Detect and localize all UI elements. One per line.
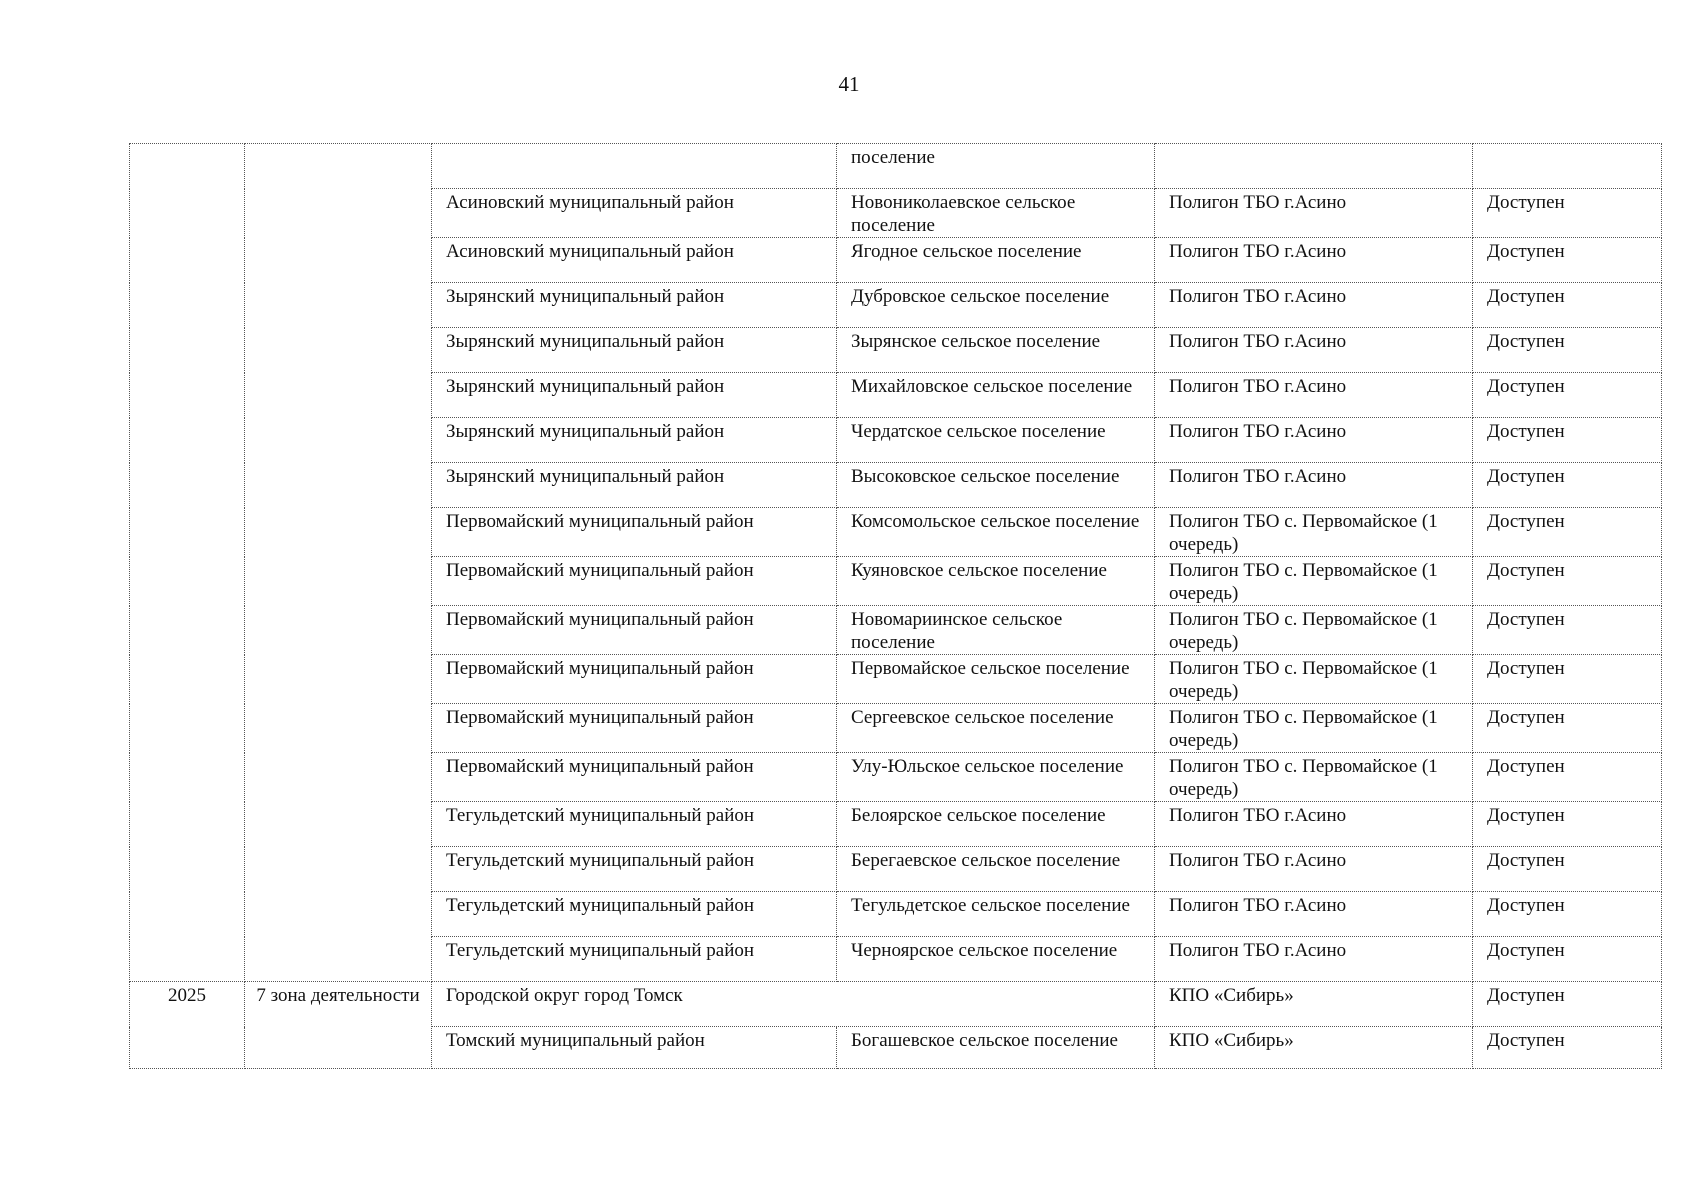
district-cell: Асиновский муниципальный район (432, 238, 837, 283)
settlement-cell: Богашевское сельское поселение (837, 1027, 1155, 1069)
settlement-cell: Белоярское сельское поселение (837, 802, 1155, 847)
district-cell: Зырянский муниципальный район (432, 418, 837, 463)
settlement-cell: Черноярское сельское поселение (837, 937, 1155, 982)
status-cell: Доступен (1473, 418, 1662, 463)
settlement-cell: Куяновское сельское поселение (837, 557, 1155, 606)
district-cell: Асиновский муниципальный район (432, 189, 837, 238)
zone-cell: 7 зона деятельности (245, 982, 432, 1069)
status-cell: Доступен (1473, 1027, 1662, 1069)
landfill-cell: Полигон ТБО г.Асино (1155, 937, 1473, 982)
status-cell: Доступен (1473, 328, 1662, 373)
settlement-cell: Дубровское сельское поселение (837, 283, 1155, 328)
district-cell: Первомайский муниципальный район (432, 655, 837, 704)
table-row (130, 144, 1662, 189)
status-cell: Доступен (1473, 373, 1662, 418)
landfill-cell: Полигон ТБО г.Асино (1155, 847, 1473, 892)
district-cell: Тегульдетский муниципальный район (432, 847, 837, 892)
landfill-cell: Полигон ТБО с. Первомайское (1 очередь) (1155, 606, 1473, 655)
status-cell: Доступен (1473, 508, 1662, 557)
landfill-assignment-table (129, 143, 1662, 1069)
landfill-cell (1155, 144, 1473, 189)
landfill-cell: Полигон ТБО с. Первомайское (1 очередь) (1155, 557, 1473, 606)
settlement-cell: поселение (837, 144, 1155, 189)
landfill-cell: Полигон ТБО г.Асино (1155, 802, 1473, 847)
zone-cell (245, 144, 432, 982)
district-cell: Зырянский муниципальный район (432, 373, 837, 418)
district-cell (432, 144, 837, 189)
landfill-cell: Полигон ТБО с. Первомайское (1 очередь) (1155, 753, 1473, 802)
landfill-cell: Полигон ТБО г.Асино (1155, 328, 1473, 373)
district-cell: Томский муниципальный район (432, 1027, 837, 1069)
landfill-cell: Полигон ТБО с. Первомайское (1 очередь) (1155, 508, 1473, 557)
settlement-cell: Михайловское сельское поселение (837, 373, 1155, 418)
status-cell: Доступен (1473, 283, 1662, 328)
landfill-cell: Полигон ТБО г.Асино (1155, 892, 1473, 937)
district-cell: Зырянский муниципальный район (432, 283, 837, 328)
status-cell: Доступен (1473, 606, 1662, 655)
landfill-cell: Полигон ТБО г.Асино (1155, 238, 1473, 283)
landfill-cell: КПО «Сибирь» (1155, 982, 1473, 1027)
settlement-cell: Берегаевское сельское поселение (837, 847, 1155, 892)
landfill-cell: Полигон ТБО г.Асино (1155, 189, 1473, 238)
district-cell: Зырянский муниципальный район (432, 463, 837, 508)
page-number: 41 (838, 72, 860, 96)
status-cell: Доступен (1473, 655, 1662, 704)
district-cell: Первомайский муниципальный район (432, 753, 837, 802)
landfill-cell: КПО «Сибирь» (1155, 1027, 1473, 1069)
settlement-cell: Ягодное сельское поселение (837, 238, 1155, 283)
settlement-cell: Улу-Юльское сельское поселение (837, 753, 1155, 802)
landfill-cell: Полигон ТБО г.Асино (1155, 418, 1473, 463)
status-cell (1473, 144, 1662, 189)
landfill-cell: Полигон ТБО г.Асино (1155, 283, 1473, 328)
settlement-cell: Чердатское сельское поселение (837, 418, 1155, 463)
settlement-cell: Новониколаевское сельское поселение (837, 189, 1155, 238)
status-cell: Доступен (1473, 557, 1662, 606)
district-cell: Зырянский муниципальный район (432, 328, 837, 373)
status-cell: Доступен (1473, 189, 1662, 238)
status-cell: Доступен (1473, 238, 1662, 283)
status-cell: Доступен (1473, 892, 1662, 937)
status-cell: Доступен (1473, 847, 1662, 892)
settlement-cell: Высоковское сельское поселение (837, 463, 1155, 508)
settlement-cell: Сергеевское сельское поселение (837, 704, 1155, 753)
table-row (130, 982, 1662, 1027)
settlement-cell: Первомайское сельское поселение (837, 655, 1155, 704)
year-cell (130, 144, 245, 982)
status-cell: Доступен (1473, 753, 1662, 802)
district-cell: Тегульдетский муниципальный район (432, 937, 837, 982)
district-cell: Первомайский муниципальный район (432, 508, 837, 557)
district-cell: Первомайский муниципальный район (432, 606, 837, 655)
year-cell: 2025 (130, 982, 245, 1069)
district-cell: Тегульдетский муниципальный район (432, 892, 837, 937)
settlement-cell: Зырянское сельское поселение (837, 328, 1155, 373)
district-cell: Тегульдетский муниципальный район (432, 802, 837, 847)
status-cell: Доступен (1473, 937, 1662, 982)
district-cell: Первомайский муниципальный район (432, 557, 837, 606)
status-cell: Доступен (1473, 463, 1662, 508)
landfill-cell: Полигон ТБО г.Асино (1155, 463, 1473, 508)
landfill-cell: Полигон ТБО с. Первомайское (1 очередь) (1155, 655, 1473, 704)
status-cell: Доступен (1473, 802, 1662, 847)
district-cell: Городской округ город Томск (432, 982, 1155, 1027)
status-cell: Доступен (1473, 982, 1662, 1027)
status-cell: Доступен (1473, 704, 1662, 753)
district-cell: Первомайский муниципальный район (432, 704, 837, 753)
landfill-cell: Полигон ТБО г.Асино (1155, 373, 1473, 418)
landfill-cell: Полигон ТБО с. Первомайское (1 очередь) (1155, 704, 1473, 753)
settlement-cell: Новомариинское сельское поселение (837, 606, 1155, 655)
settlement-cell: Тегульдетское сельское поселение (837, 892, 1155, 937)
settlement-cell: Комсомольское сельское поселение (837, 508, 1155, 557)
